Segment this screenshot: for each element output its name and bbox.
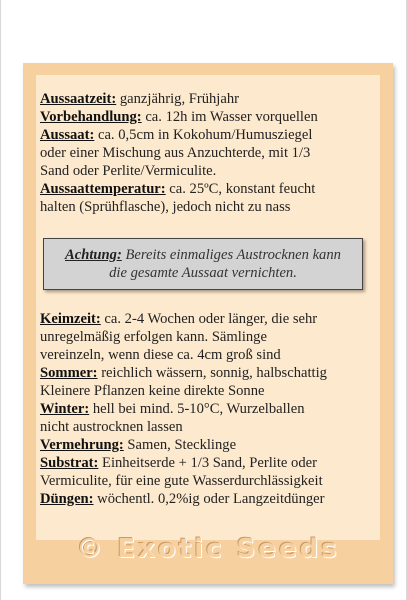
substrate-line xyxy=(40,455,378,471)
summer-line xyxy=(40,365,378,381)
warning-box xyxy=(43,238,363,290)
warning-text: die gesamte Aussaat vernichten. xyxy=(109,265,297,281)
propagation-line xyxy=(40,437,378,453)
warning-line-2 xyxy=(44,265,362,281)
winter-line xyxy=(40,401,378,417)
line-label: Aussaattemperatur: xyxy=(40,181,166,197)
line-label: Substrat: xyxy=(40,455,99,471)
line-text: Einheitserde + 1/3 Sand, Perlite oder xyxy=(98,455,317,471)
line-text: Vermiculite, für eine gute Wasserdurchlässigkeit xyxy=(40,473,323,489)
line-text: nicht austrocknen lassen xyxy=(40,419,183,435)
line-text: unregelmäßig erfolgen kann. Sämlinge xyxy=(40,329,267,345)
line-label: Sommer: xyxy=(40,365,98,381)
card-content xyxy=(36,75,380,540)
sowing-line-3 xyxy=(40,163,378,179)
sowing-time-line xyxy=(40,91,378,107)
sowing-line xyxy=(40,127,378,143)
temperature-line-2 xyxy=(40,199,378,215)
winter-line-2 xyxy=(40,419,378,435)
germination-line-2 xyxy=(40,329,378,345)
line-text: ca. 2-4 Wochen oder länger, die sehr xyxy=(100,311,318,327)
line-text: hell bei mind. 5-10°C, Wurzelballen xyxy=(89,401,305,417)
line-text: Samen, Stecklinge xyxy=(123,437,237,453)
pretreatment-line xyxy=(40,109,378,125)
temperature-line xyxy=(40,181,378,197)
line-text: reichlich wässern, sonnig, halbschattig xyxy=(97,365,327,381)
fertilizer-line xyxy=(40,491,378,507)
line-label: Aussaatzeit: xyxy=(40,91,117,107)
line-label: Keimzeit: xyxy=(40,311,101,327)
line-text: Sand oder Perlite/Vermiculite. xyxy=(40,163,217,179)
line-label: Aussaat: xyxy=(40,127,95,143)
line-label: Winter: xyxy=(40,401,90,417)
line-text: ca. 0,5cm in Kokohum/Humusziegel xyxy=(94,127,313,143)
sowing-line-2 xyxy=(40,145,378,161)
warning-text: Bereits einmaliges Austrocknen kann xyxy=(121,247,341,263)
line-label: Vorbehandlung: xyxy=(40,109,142,125)
line-text: wöchentl. 0,2%ig oder Langzeitdünger xyxy=(93,491,325,507)
seed-info-card xyxy=(23,63,393,584)
line-label: Düngen: xyxy=(40,491,94,507)
warning-line-1 xyxy=(44,247,362,263)
line-text: ca. 12h im Wasser vorquellen xyxy=(141,109,318,125)
summer-line-2 xyxy=(40,383,378,399)
germination-line xyxy=(40,311,378,327)
substrate-line-2 xyxy=(40,473,378,489)
line-text: vereinzeln, wenn diese ca. 4cm groß sind xyxy=(40,347,281,363)
line-text: ca. 25ºC, konstant feucht xyxy=(165,181,316,197)
line-text: Kleinere Pflanzen keine direkte Sonne xyxy=(40,383,265,399)
warning-label: Achtung: xyxy=(65,247,122,263)
line-label: Vermehrung: xyxy=(40,437,124,453)
germination-line-3 xyxy=(40,347,378,363)
line-text: halten (Sprühflasche), jedoch nicht zu nass xyxy=(40,199,291,215)
line-text: ganzjährig, Frühjahr xyxy=(116,91,239,107)
copyright-watermark: © Exotic Seeds xyxy=(76,534,340,564)
line-text: oder einer Mischung aus Anzuchterde, mit 1/3 xyxy=(40,145,311,161)
